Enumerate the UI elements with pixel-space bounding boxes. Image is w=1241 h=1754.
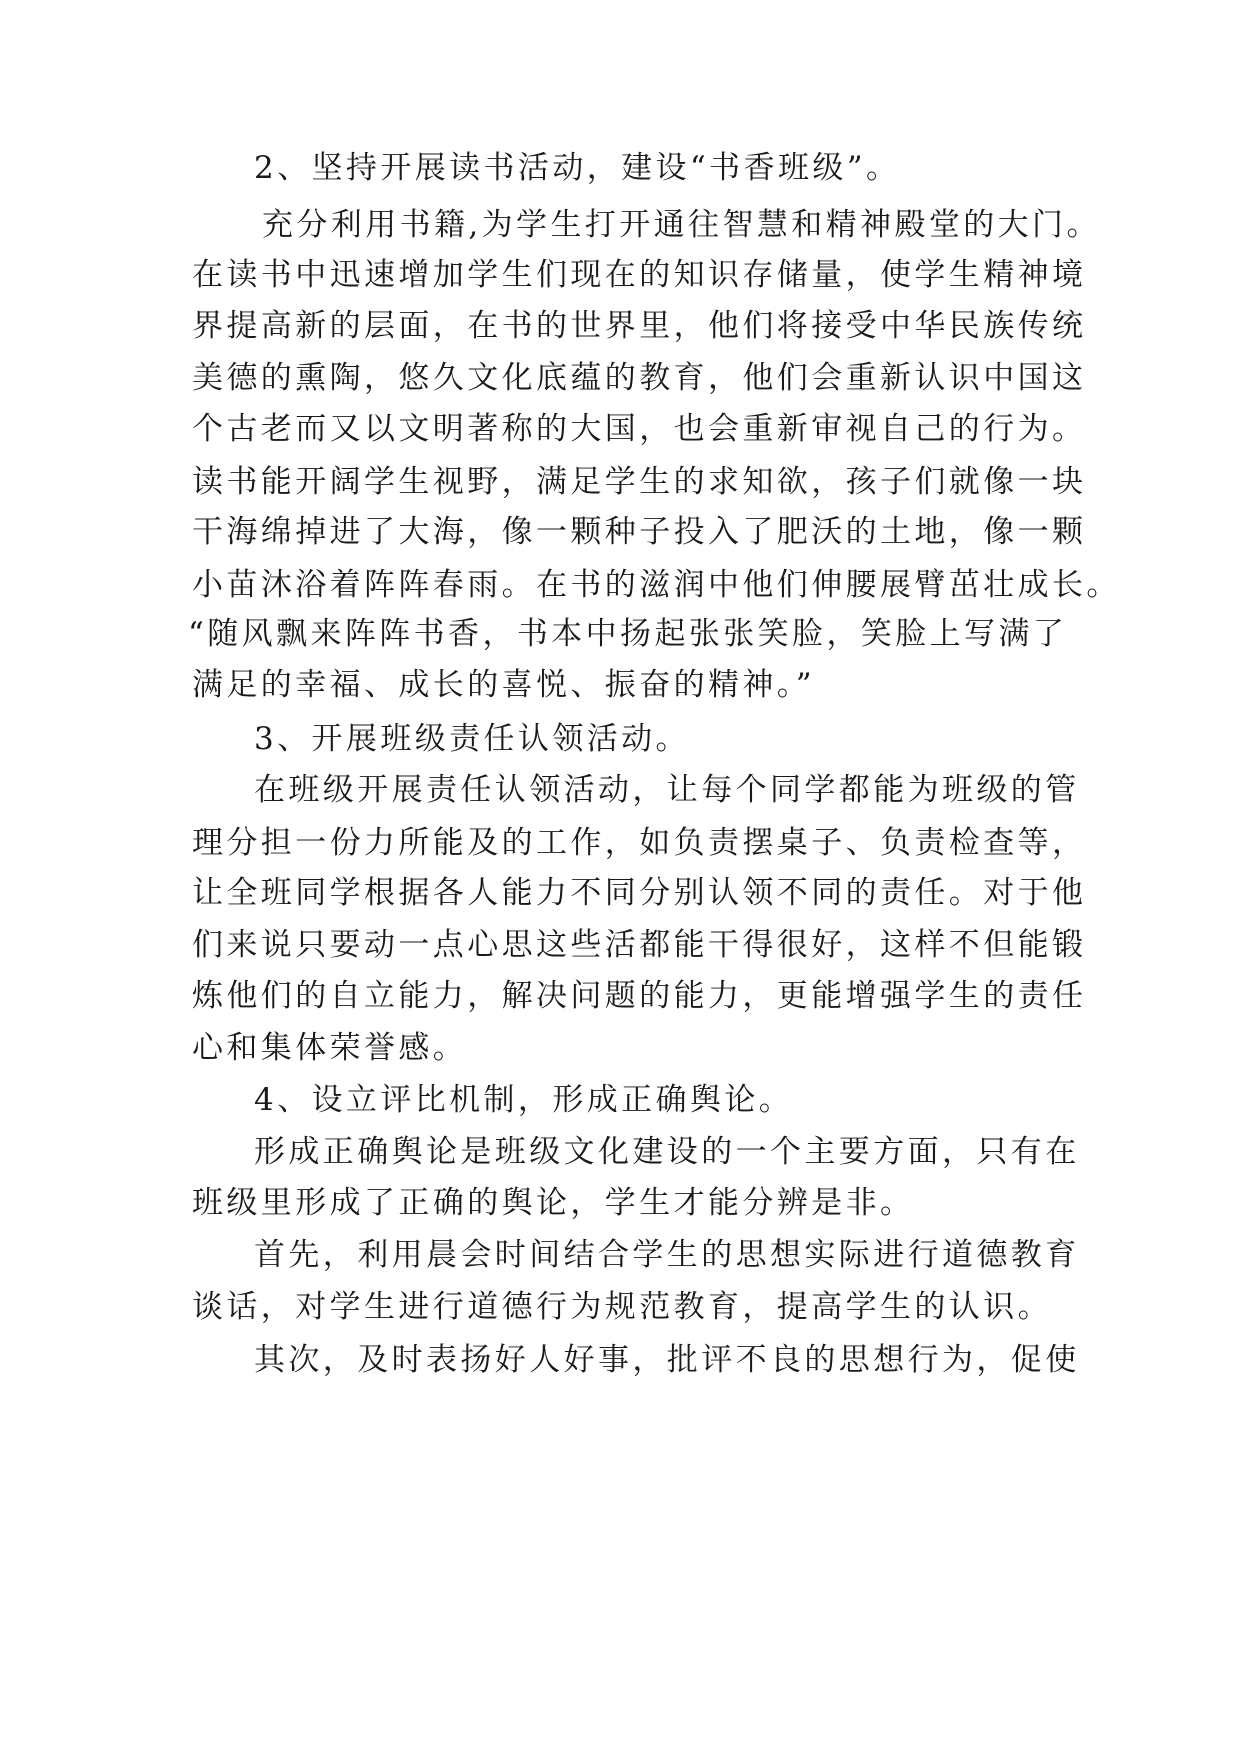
section-heading-reading: 2、坚持开展读书活动，建设“书香班级”。 bbox=[254, 150, 901, 186]
section-heading-responsibility: 3、开展班级责任认领活动。 bbox=[254, 721, 690, 757]
section-heading-evaluation: 4、设立评比机制，形成正确舆论。 bbox=[254, 1082, 794, 1118]
paragraph-line: 班级里形成了正确的舆论，学生才能分辨是非。 bbox=[192, 1185, 915, 1221]
paragraph-line: 在读书中迅速增加学生们现在的知识存储量，使学生精神境 bbox=[192, 257, 1087, 293]
paragraph-line: 形成正确舆论是班级文化建设的一个主要方面，只有在 bbox=[254, 1134, 1080, 1170]
paragraph-line: 心和集体荣誉感。 bbox=[192, 1030, 468, 1066]
paragraph-line: 炼他们的自立能力，解决问题的能力，更能增强学生的责任 bbox=[192, 978, 1087, 1014]
paragraph-line: 美德的熏陶，悠久文化底蕴的教育，他们会重新认识中国这 bbox=[192, 360, 1087, 396]
paragraph-line: 让全班同学根据各人能力不同分别认领不同的责任。对于他 bbox=[192, 875, 1087, 911]
paragraph-line: 们来说只要动一点心思这些活都能干得很好，这样不但能锻 bbox=[192, 927, 1087, 963]
paragraph-line: 干海绵掉进了大海，像一颗种子投入了肥沃的土地，像一颗 bbox=[192, 514, 1087, 550]
paragraph-line: “随风飘来阵阵书香，书本中扬起张张笑脸，笑脸上写满了 bbox=[188, 616, 1068, 652]
paragraph-line: 在班级开展责任认领活动，让每个同学都能为班级的管 bbox=[254, 772, 1080, 808]
paragraph-line: 满足的幸福、成长的喜悦、振奋的精神。” bbox=[192, 667, 815, 703]
paragraph-line: 个古老而又以文明著称的大国，也会重新审视自己的行为。 bbox=[192, 411, 1087, 447]
paragraph-line: 小苗沐浴着阵阵春雨。在书的滋润中他们伸腰展臂茁壮成长。 bbox=[192, 567, 1121, 603]
paragraph-line: 其次，及时表扬好人好事，批评不良的思想行为，促使 bbox=[254, 1342, 1080, 1378]
paragraph-line: 理分担一份力所能及的工作，如负责摆桌子、负责检查等， bbox=[192, 825, 1087, 861]
paragraph-line: 首先，利用晨会时间结合学生的思想实际进行道德教育 bbox=[254, 1237, 1080, 1273]
paragraph-line: 谈话，对学生进行道德行为规范教育，提高学生的认识。 bbox=[192, 1289, 1052, 1325]
paragraph-line: 读书能开阔学生视野，满足学生的求知欲，孩子们就像一块 bbox=[192, 464, 1087, 500]
paragraph-line: 界提高新的层面，在书的世界里，他们将接受中华民族传统 bbox=[192, 308, 1087, 344]
paragraph-line: 充分利用书籍,为学生打开通往智慧和精神殿堂的大门。 bbox=[262, 207, 1101, 243]
